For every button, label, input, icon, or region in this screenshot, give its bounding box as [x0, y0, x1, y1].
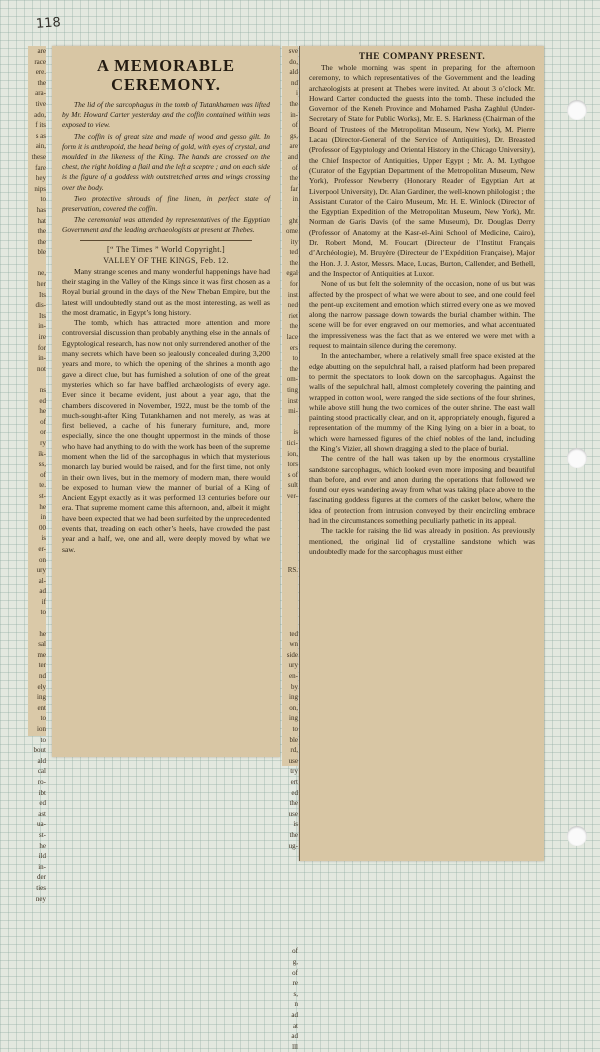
lead-paragraph: The lid of the sarcophagus in the tomb of Tutankhamen was lifted by Mr. Howard Carter yesterday and the coffin contained within was exposed to view. — [62, 100, 270, 130]
stub-fragment — [282, 915, 298, 926]
stub-fragment: ted — [289, 629, 298, 638]
stub-fragment: the — [289, 322, 298, 331]
article-title-line-1: A MEMORABLE — [97, 56, 235, 75]
section-heading: THE COMPANY PRESENT. — [358, 52, 486, 62]
stub-fragment: inst — [287, 290, 298, 299]
stub-fragment: egal — [286, 269, 298, 278]
stub-fragment: sve — [288, 47, 298, 55]
punch-hole-middle — [567, 448, 587, 468]
stub-fragment — [282, 586, 298, 597]
stub-fragment: g, — [292, 958, 298, 967]
stub-fragment: riet — [288, 311, 298, 320]
stub-fragment: ing — [37, 693, 46, 702]
stub-fragment: ing — [289, 693, 298, 702]
body-paragraph: In the antechamber, where a relatively small free space existed at the edge abutting on the sepulchral hall, a raised platform had been prepared to permit the spectators to look down on the sarcophagus. Against the walls of the sepulchral hall, almost completely covering the painting and wrapped in cotton wool, were ranged the side sections of the four shrines, while above still hung the two cornices of the outer shrine. The east wall painting stood practically clear, and on it, appropriately enough, figured a representation of the mummy of the King lying on a bier in a boat, to which were harnessed figures of the chief nobles of the land, including the King’s Vizier, all shown dragging a sled to the place of burial. — [309, 351, 535, 453]
stub-fragment: of — [292, 947, 298, 956]
stub-fragment: ain, — [35, 142, 46, 151]
stub-fragment: ed — [39, 396, 46, 405]
stub-fragment: to — [292, 354, 298, 363]
stub-fragment: ald — [37, 756, 46, 765]
column-rule — [299, 46, 300, 861]
stub-fragment: the — [289, 364, 298, 373]
stub-fragment: ney — [35, 894, 46, 903]
stub-fragment: fare — [35, 163, 46, 172]
stub-fragment: try — [290, 767, 298, 776]
stub-fragment: cal — [37, 767, 46, 776]
stub-fragment: ted — [289, 248, 298, 257]
stub-fragment: use — [288, 756, 298, 765]
lead-paragraph: The coffin is of great size and made of wood and gesso gilt. In form it is anthropoid, the head being of gold, with eyes of crystal, and moulded in the likeness of the King. The hands are crossed on the chest, the right holding a flail and the left a sceptre ; and on each side is the figure of a goddess with outstretched arms and wings crossing over the body. — [62, 131, 270, 192]
stub-fragment: i — [296, 89, 298, 98]
stub-fragment: these — [31, 152, 46, 161]
stub-fragment — [282, 576, 298, 587]
stub-fragment: ing — [289, 714, 298, 723]
stub-fragment: sult — [287, 481, 298, 490]
stub-fragment: der — [37, 873, 46, 882]
stub-fragment: al- — [38, 576, 46, 585]
stub-fragment: on, — [289, 703, 298, 712]
left-clipping — [52, 46, 280, 757]
stub-fragment: the — [37, 78, 46, 87]
stub-fragment: er- — [38, 544, 46, 553]
stub-fragment — [282, 205, 298, 216]
stub-fragment — [282, 618, 298, 629]
stub-fragment: of — [292, 121, 298, 130]
stub-fragment: ere. — [35, 68, 46, 77]
stub-fragment: ely — [37, 682, 46, 691]
stub-fragment: ik- — [38, 449, 46, 458]
stub-fragment — [28, 374, 46, 385]
stub-fragment: he — [39, 407, 46, 416]
stub-fragment: to — [40, 608, 46, 617]
stub-fragment: ibt — [38, 788, 46, 797]
stub-fragment: are — [289, 142, 298, 151]
stub-fragment: hat — [37, 216, 46, 225]
stub-fragment: for — [289, 280, 298, 289]
stub-fragment: f its — [35, 121, 46, 130]
punch-hole-top — [567, 100, 587, 120]
stub-fragment: om- — [286, 375, 298, 384]
stub-fragment: the — [37, 227, 46, 236]
stub-fragment: is — [293, 428, 298, 437]
article-body — [62, 267, 270, 555]
right-clipping — [299, 46, 544, 861]
stub-fragment: mi- — [288, 407, 298, 416]
stub-fragment: ro- — [37, 777, 46, 786]
stub-fragment: the — [289, 830, 298, 839]
stub-fragment: he — [39, 629, 46, 638]
stub-fragment: ting — [287, 386, 298, 394]
stub-fragment: ast — [38, 809, 46, 818]
stub-fragment: do, — [289, 57, 298, 66]
stub-fragment: ry — [40, 438, 46, 447]
stub-fragment: ers — [289, 343, 298, 352]
stub-fragment: in- — [38, 354, 46, 363]
body-paragraph: Many strange scenes and many wonderful happenings have had their staging in the Valley of the Kings since it was first chosen as a Royal burial ground in the days of the New Theban Empire, but the latest will undoubtedly stand out as the most interesting, as well as the most dramatic, in Egypt’s long history. — [62, 266, 270, 317]
stub-fragment: on — [39, 555, 46, 564]
stub-fragment: 00 — [39, 523, 46, 532]
stub-fragment: ild — [38, 852, 46, 861]
stub-fragment: if — [41, 597, 46, 606]
stub-fragment: in — [292, 195, 298, 204]
stub-fragment: or — [40, 428, 46, 437]
stub-fragment: ury — [36, 566, 46, 575]
stub-fragment: nd — [291, 78, 298, 87]
stub-fragment: RS. — [287, 566, 298, 575]
stub-fragment: te. — [39, 481, 46, 490]
stub-fragment: is — [41, 534, 46, 543]
stub-fragment: ua- — [37, 820, 46, 829]
stub-fragment: use — [288, 809, 298, 818]
left-stub-column — [28, 46, 46, 903]
stub-fragment: in- — [38, 862, 46, 871]
stub-fragment: ned — [287, 301, 298, 310]
middle-stub-column — [282, 46, 298, 1051]
stub-fragment: nd — [39, 672, 46, 681]
stub-fragment — [282, 851, 298, 862]
stub-fragment: the — [289, 174, 298, 183]
punch-hole-bottom — [567, 826, 587, 846]
stub-fragment — [282, 597, 298, 608]
stub-fragment: the — [37, 237, 46, 246]
stub-fragment: he — [39, 841, 46, 850]
stub-fragment: s as — [35, 131, 46, 140]
stub-fragment: for — [37, 343, 46, 352]
stub-fragment: sal — [38, 640, 46, 649]
stub-fragment — [282, 607, 298, 618]
stub-fragment: ado, — [34, 110, 46, 119]
stub-fragment: ble — [289, 735, 298, 744]
separator-rule — [80, 240, 252, 241]
stub-fragment: ss, — [38, 460, 46, 469]
stub-fragment: far — [290, 184, 298, 193]
copyright-line: [“ The Times ” World Copyright.] — [107, 244, 225, 254]
stub-fragment: side — [286, 650, 298, 659]
stub-fragment: bout — [33, 746, 46, 755]
stub-fragment: ad — [39, 587, 46, 596]
stub-fragment — [282, 512, 298, 523]
stub-fragment: ver- — [286, 491, 298, 500]
stub-fragment: ug- — [288, 841, 298, 850]
stub-fragment: ald — [289, 68, 298, 77]
stub-fragment: ter — [38, 661, 46, 670]
stub-fragment — [282, 904, 298, 915]
stub-fragment — [282, 872, 298, 883]
stub-fragment: of — [40, 470, 46, 479]
stub-fragment: ed — [291, 788, 298, 797]
stub-fragment: and — [287, 152, 298, 161]
stub-fragment: ed — [39, 799, 46, 808]
stub-fragment: by — [291, 682, 298, 691]
stub-fragment: ns — [39, 386, 46, 394]
stub-fragment — [282, 555, 298, 566]
stub-fragment: of — [292, 163, 298, 172]
stub-fragment: to — [40, 735, 46, 744]
stub-fragment: ght — [289, 216, 298, 225]
stub-fragment: to — [40, 195, 46, 204]
stub-fragment: ury — [288, 661, 298, 670]
lead-paragraph: Two protective shrouds of fine linen, in perfect state of preservation, covered the coffin. — [62, 193, 270, 214]
stub-fragment: Its — [39, 290, 46, 299]
stub-fragment: lace — [286, 333, 298, 342]
stub-fragment — [282, 544, 298, 555]
lead-paragraph: The ceremonial was attended by representatives of the Egyptian Government and the leading archaeologists at present at Thebes. — [62, 215, 270, 235]
dateline: VALLEY OF THE KINGS, Feb. 12. — [103, 255, 229, 265]
stub-fragment: in- — [38, 322, 46, 331]
stub-fragment: has — [36, 205, 46, 214]
stub-fragment: s of — [287, 470, 298, 479]
stub-fragment: the — [289, 258, 298, 267]
stub-fragment: ara- — [35, 89, 46, 98]
body-paragraph: The tackle for raising the lid was already in position. As previously mentioned, the original lid of crystalline sandstone which was undoubtedly made for the sarcophagus must either — [309, 526, 535, 556]
stub-fragment — [282, 502, 298, 513]
page-number: 118 — [35, 15, 62, 32]
stub-fragment: is — [293, 820, 298, 829]
stub-fragment — [28, 258, 46, 269]
stub-fragment: ire — [38, 333, 46, 342]
stub-fragment: are — [37, 47, 46, 55]
stub-fragment — [282, 862, 298, 873]
stub-fragment — [28, 618, 46, 629]
stub-fragment — [282, 936, 298, 947]
stub-fragment: re — [292, 979, 298, 988]
stub-fragment — [282, 925, 298, 936]
stub-fragment: ent — [37, 703, 46, 712]
stub-fragment: the — [289, 799, 298, 808]
stub-fragment: dis- — [35, 301, 46, 310]
body-paragraph: The tomb, which has attracted more attention and more controversial discussion than probably anything else in the annals of Egyptological research, has now not only surrendered another of the many secrets which have been so jealously concealed during 3,200 years and more, to which the opening of the shrines a month ago gave a direct clue, but has furnished a solution of one of the great mysteries which so far have baffled archæologists of every age. Ever since it became evident, just about a year ago, that the chambers discovered in November, 1922, must be the tomb of the much-sought-after King Tutankhamen and not merely, as was at first believed, a cache of his funerary furniture, and, more especially, since the one thought uppermost in the minds of those who have had anything to do with the work has been of the supreme moment when the lid of the sarcophagus in which that mysterious monarch lay buried would be raised, and for the first time, not only in their own lives, but in the memory of modern man, there would be exposed to human view the manner of burial of a King of Ancient Egypt exactly as it was performed 13 centuries before our era. That supreme moment came this afternoon, and, albeit it might have been expected that we had been surfeited by the unprecedented events that, treading on each other’s heels, have crowded the past year and a half, we, one and all, were deeply moved by what we saw. — [62, 318, 270, 554]
stub-fragment: ne, — [37, 269, 46, 278]
stub-fragment: he — [39, 502, 46, 511]
stub-fragment: to — [40, 714, 46, 723]
stub-fragment: not — [37, 364, 46, 373]
stub-fragment: tors — [287, 460, 298, 469]
stub-fragment: in — [40, 513, 46, 522]
stub-fragment: s, — [293, 989, 298, 998]
stub-fragment: ad — [291, 1032, 298, 1041]
stub-fragment: at — [292, 1021, 298, 1030]
stub-fragment: n — [294, 1000, 298, 1009]
stub-fragment — [282, 523, 298, 534]
stub-fragment: nips — [34, 184, 46, 193]
stub-fragment — [282, 883, 298, 894]
stub-fragment: lll — [292, 1042, 298, 1051]
stub-fragment: ion, — [287, 449, 298, 458]
stub-fragment: ome — [285, 227, 298, 236]
stub-fragment: tive — [35, 99, 46, 108]
stub-fragment: inst — [287, 396, 298, 405]
stub-fragment: st- — [39, 491, 46, 500]
stub-fragment — [282, 894, 298, 905]
stub-fragment: ion — [37, 725, 46, 733]
body-paragraph: None of us but felt the solemnity of the occasion, none of us but was affected by the prospect of what we were about to see, and one could feel the pent-up excitement and emotion which stirred every one as we moved along the narrow passage down towards the burial chamber within. The scene will be for ever engraved on our memories, and what accentuated the impressiveness was the fact that as we entered we were met with a request to maintain silence during the ceremony. — [309, 279, 535, 351]
stub-fragment: ble — [37, 248, 46, 257]
stub-fragment — [282, 417, 298, 428]
stub-fragment: in- — [290, 110, 298, 119]
stub-fragment: ad — [291, 1011, 298, 1020]
stub-fragment: of — [40, 417, 46, 426]
stub-fragment: hey — [35, 174, 46, 183]
stub-fragment: Its — [39, 311, 46, 320]
body-paragraph: The centre of the hall was taken up by the enormous crystalline sandstone sarcophagus, which looked even more imposing and beautiful than before, and ever and anon during the operations that followed we found our eyes wandering away from what was taking place above to the fascinating goddess figures at the corners of the casket below, where the idea of protection from intrusion conveyed by their encircling embrace had in the circumstances something peculiarly pathetic in its appeal. — [309, 454, 535, 526]
stub-fragment: of — [292, 968, 298, 977]
stub-fragment: me — [37, 650, 46, 659]
stub-fragment: st- — [39, 830, 46, 839]
article-title-line-2: CEREMONY. — [111, 75, 221, 94]
stub-fragment: race — [34, 57, 46, 66]
body-paragraph: The whole morning was spent in preparing for the afternoon ceremony, to which representatives of the Government and the leading archæologists at present at Thebes were invited. At about 3 o’clock Mr. Howard Carter conducted the guests into the tomb. These included the Governor of the Keneh Province and Mohamed Pasha Zaghlul (Under-Secretary of State for Public Works), Mr. E. S. Harkness (Chairman of the Board of Trustees of the Metropolitan Museum, New York), M. Pierre Lacau (Director-General of the Service of Antiquities), Dr. Breasted (Professor of Egyptology and Oriental History in the Chicago University), the Chief Inspector of Antiquities, Upper Egypt ; Mr. A. M. Lythgoe (Curator of the Egyptian Department of the Metropolitan Museum, New York), Professor Newberry (Honorary Reader of Egyptian Art at Liverpool University), Dr. Alan Gardiner, the well-known philologist ; the Assistant Curator of the Cairo Museum, Mr. H. E. Winlock (Director of the Egyptian Expedition of the Metropolitan Museum, New York), Mr. Norman de Garis Davis (of the same Museum), Dr. Douglas Derry (Professor of Anatomy at the Kasr-el-Aini School of Medicine, Cairo), Dr. Robert Mond, M. Foucart (Directeur de l’Institut Français d’Archéologie), M. Bruyère (Directeur de l’Expédition Française), Major the Hon. J. J. Astor, Messrs. Mace, Lucas, Burton, Callender, and Bethell, and the Inspector of Antiquities at Luxor. — [309, 63, 535, 278]
section-body — [309, 63, 535, 557]
stub-fragment: to — [292, 725, 298, 733]
stub-fragment: tici- — [286, 438, 298, 447]
stub-fragment: the — [289, 99, 298, 108]
article-lead — [62, 100, 270, 236]
stub-fragment: ert — [290, 777, 298, 786]
stub-fragment: ties — [36, 883, 46, 892]
stub-fragment — [282, 533, 298, 544]
stub-fragment: her — [37, 280, 46, 289]
stub-fragment: wn — [289, 640, 298, 649]
stub-fragment: rd, — [290, 746, 298, 755]
stub-fragment: gs, — [290, 131, 298, 140]
stub-fragment: ity — [290, 237, 298, 246]
stub-fragment: en- — [289, 672, 298, 681]
